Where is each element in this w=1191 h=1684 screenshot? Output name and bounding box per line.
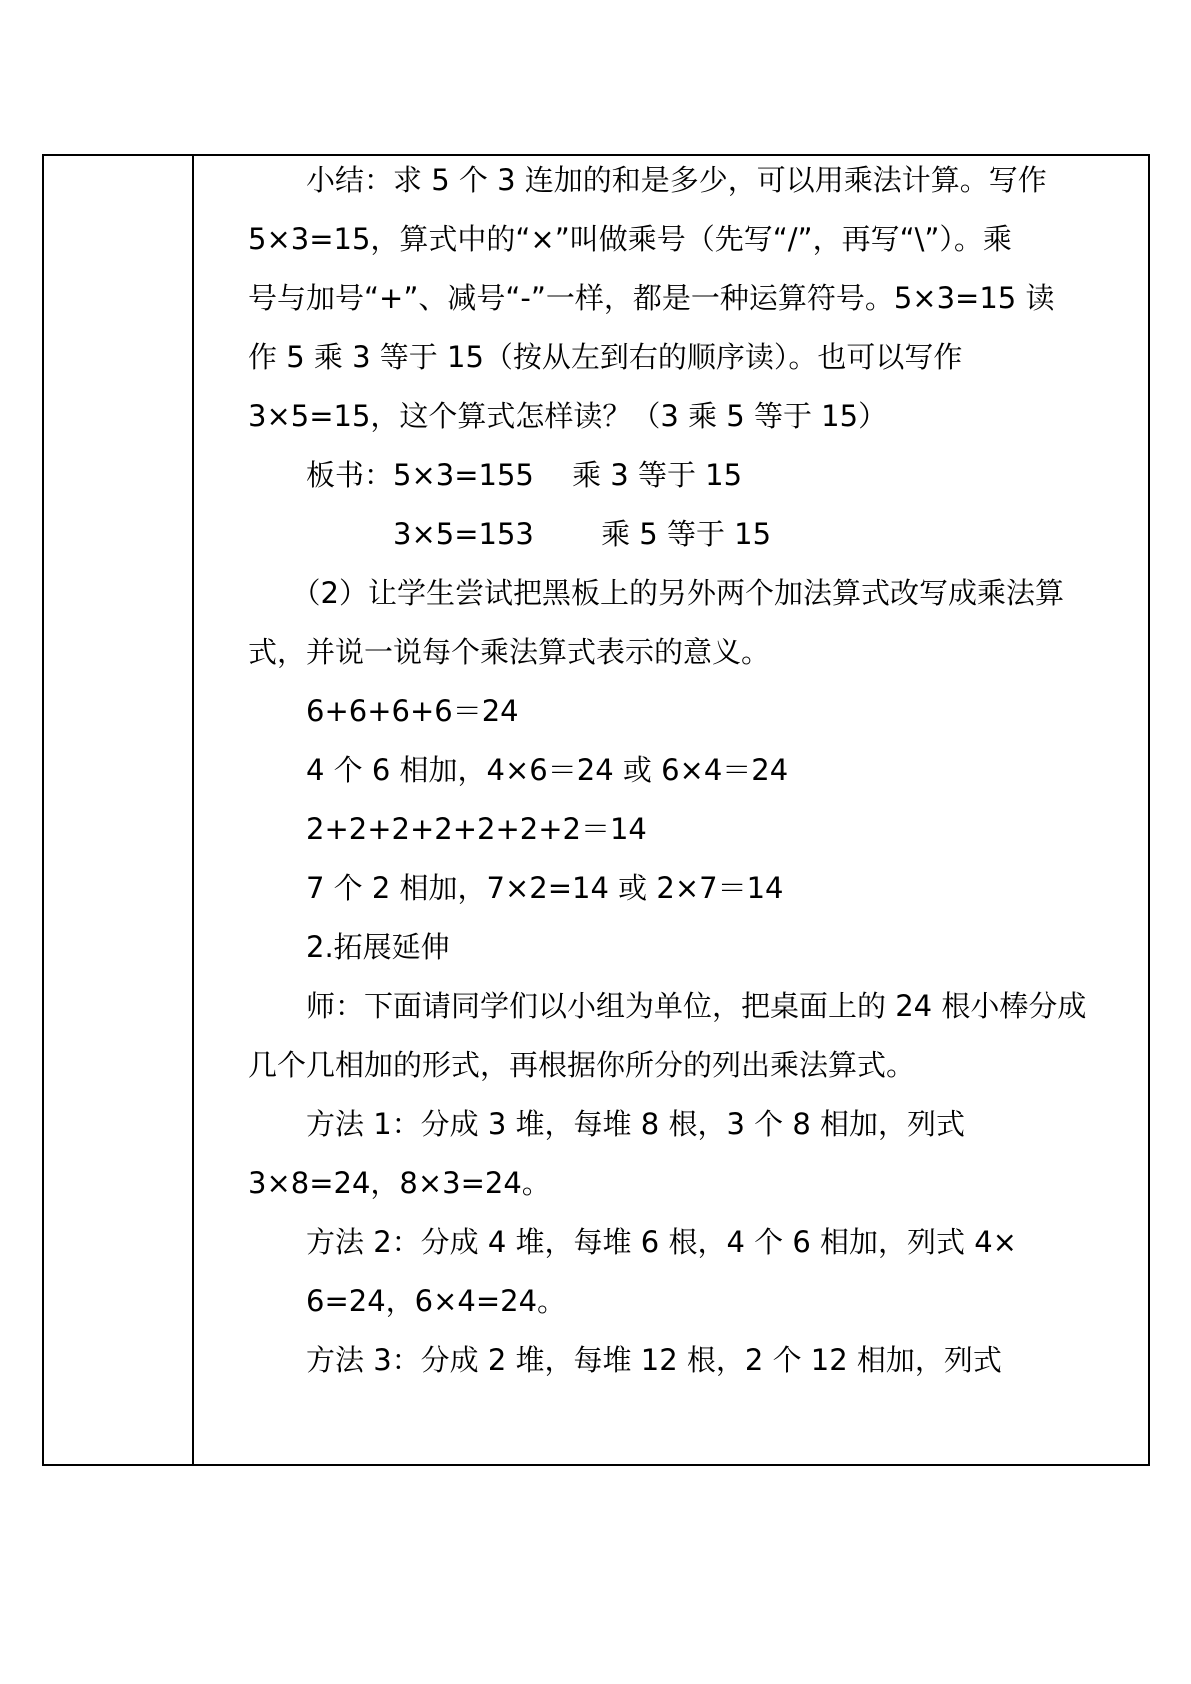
text-line: 3×5=153 乘 5 等于 15 [248,517,772,551]
text-line: 几个几相加的形式，再根据你所分的列出乘法算式。 [248,1048,916,1082]
text-line: 2.拓展延伸 [248,930,450,964]
text-line: 作 5 乘 3 等于 15（按从左到右的顺序读）。也可以写作 [248,340,963,374]
text-line: 小结：求 5 个 3 连加的和是多少，可以用乘法计算。写作 [248,163,1047,197]
text-line: 3×8=24，8×3=24。 [248,1166,551,1200]
text-line: 式，并说一说每个乘法算式表示的意义。 [248,635,771,669]
text-line: 3×5=15，这个算式怎样读？（3 乘 5 等于 15） [248,399,888,433]
text-line: （2）让学生尝试把黑板上的另外两个加法算式改写成乘法算 [248,576,1064,610]
text-line: 号与加号“+”、减号“-”一样，都是一种运算符号。5×3=15 读 [248,281,1055,315]
text-line: 7 个 2 相加，7×2=14 或 2×7＝14 [248,871,784,905]
text-line: 2+2+2+2+2+2+2＝14 [248,812,647,846]
lesson-text [248,156,1178,1464]
text-line: 6=24，6×4=24。 [248,1284,567,1318]
text-line: 方法 1：分成 3 堆，每堆 8 根，3 个 8 相加，列式 [248,1107,966,1141]
text-line: 板书：5×3=155 乘 3 等于 15 [248,458,743,492]
text-line: 方法 3：分成 2 堆，每堆 12 根，2 个 12 相加，列式 [248,1343,1002,1377]
lesson-table [42,154,1150,1466]
table-left-cell [44,156,192,1464]
text-line: 4 个 6 相加，4×6＝24 或 6×4＝24 [248,753,789,787]
text-line: 方法 2：分成 4 堆，每堆 6 根，4 个 6 相加，列式 4× [248,1225,1017,1259]
table-content-cell [194,156,1148,1464]
text-line: 5×3=15，算式中的“×”叫做乘号（先写“/”，再写“\”）。乘 [248,222,1012,256]
text-line: 6+6+6+6＝24 [248,694,519,728]
text-line: 师：下面请同学们以小组为单位，把桌面上的 24 根小棒分成 [248,989,1087,1023]
